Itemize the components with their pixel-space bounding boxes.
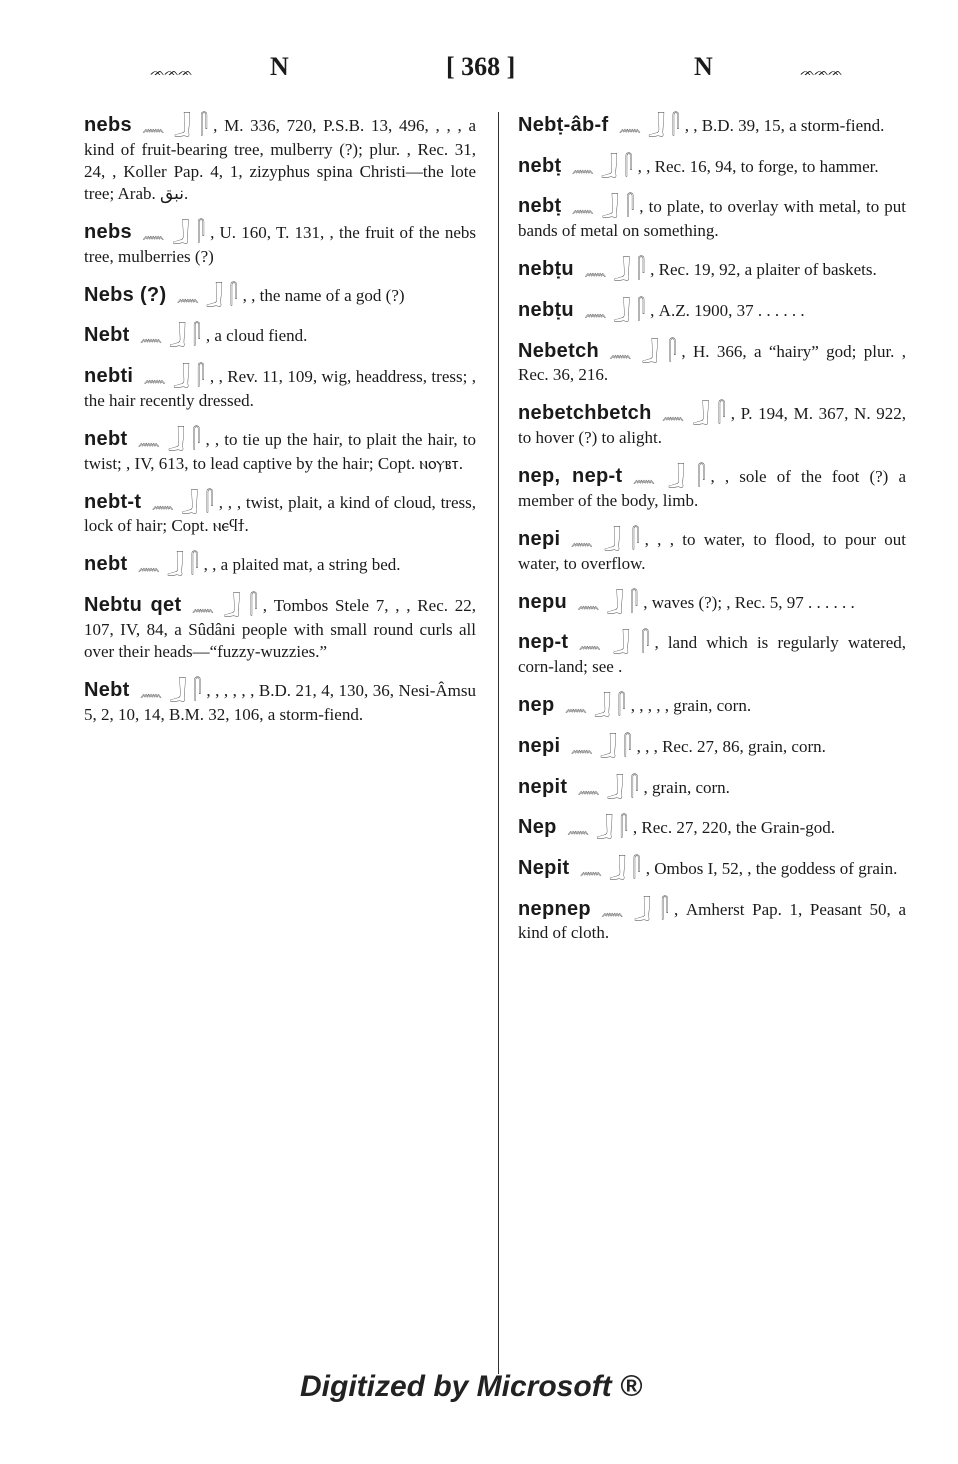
entry-definition: , , B.D. 39, 15, a storm-fiend. — [684, 116, 885, 135]
entry-headword: Nep — [518, 816, 557, 839]
entry-headword: Nepit — [518, 856, 570, 879]
water-sign-right: ᨏᨏᨏ — [800, 64, 842, 78]
hieroglyph-group: 𓈖 𓃀 𓋴 — [583, 299, 647, 321]
dictionary-entry — [518, 589, 906, 616]
entry-definition: , U. 160, T. 131, , the fruit of the nebs tree, mulberries (?) — [84, 222, 476, 266]
entry-headword: nebt — [84, 427, 128, 450]
entry-headword: Nebṭ-âb-f — [518, 114, 609, 136]
entry-headword: Nebs (?) — [84, 283, 167, 306]
entry-definition: , land which is regularly watered, corn-land; see . — [518, 633, 907, 677]
hieroglyph-group: 𓈖 𓃀 𓋴 — [632, 466, 707, 488]
entry-headword: nebs — [84, 114, 132, 136]
hieroglyph-group: 𓈖 𓃀 𓋴 — [576, 591, 640, 613]
entry-headword: nep — [518, 694, 555, 717]
entry-headword: nebt — [84, 553, 128, 576]
entry-definition: , to plate, to overlay with metal, to put bands of metal on something. — [518, 197, 906, 241]
hieroglyph-group: 𓈖 𓃀 𓋴 — [577, 776, 640, 798]
header-letter-left: N — [270, 52, 289, 81]
entry-headword: nebt-t — [84, 490, 142, 513]
dictionary-entry — [518, 896, 906, 945]
entry-headword: nebs — [84, 220, 132, 243]
column-divider — [498, 112, 499, 1374]
entry-headword: nebti — [84, 365, 134, 388]
entry-headword: Nebtu qet — [84, 594, 182, 617]
dictionary-entry — [518, 153, 906, 180]
entry-definition: , , a plaited mat, a string bed. — [203, 555, 401, 575]
dictionary-entry — [518, 692, 906, 719]
entry-headword: nebṭ — [518, 195, 562, 218]
entry-headword: Nebt — [84, 679, 130, 702]
dictionary-entry — [84, 426, 476, 475]
entry-headword: nebṭu — [518, 258, 574, 281]
hieroglyph-group: 𓈖 𓃀 𓋴 — [176, 284, 239, 306]
entry-definition: , P. 194, M. 367, N. 922, to hover (?) to alight. — [518, 404, 906, 447]
digitization-watermark: Digitized by Microsoft ® — [300, 1370, 643, 1403]
water-sign-left: ᨏᨏᨏ — [150, 64, 192, 78]
dictionary-entry — [84, 322, 476, 349]
hieroglyph-group: 𓈖 𓃀 𓋴 — [564, 695, 627, 717]
hieroglyph-group: 𓈖 𓃀 𓋴 — [571, 196, 636, 218]
page-header — [0, 50, 958, 90]
hieroglyph-group: 𓈖 𓃀 𓋴 — [566, 817, 629, 839]
entry-definition: , a cloud fiend. — [205, 326, 308, 346]
entry-definition: , Rec. 27, 220, the Grain-god. — [632, 818, 835, 838]
hieroglyph-group: 𓈖 𓃀 𓋴 — [578, 632, 651, 654]
entry-definition: , H. 366, a “hairy” god; plur. , Rec. 36, 216. — [518, 341, 907, 385]
entry-definition: , Tombos Stele 7, , , Rec. 22, 107, IV, 84, a Sûdâni people with small round curls all over their heads—“fuzzy-wuzzies.” — [84, 596, 476, 661]
entry-headword: nebṭ — [518, 154, 562, 177]
header-letter-right: N — [694, 52, 713, 81]
hieroglyph-group: 𓈖 𓃀 𓋴 — [618, 115, 681, 136]
hieroglyph-group: 𓈖 𓃀 𓋴 — [143, 366, 206, 388]
entry-definition: , , Rev. 11, 109, wig, headdress, tress; , the hair recently dressed. — [84, 367, 477, 410]
dictionary-entry — [518, 193, 906, 242]
dictionary-entry — [518, 112, 906, 139]
entry-definition: , , , Rec. 27, 86, grain, corn. — [636, 736, 826, 756]
dictionary-entry — [84, 551, 476, 578]
hieroglyph-group: 𓈖 𓃀 𓋴 — [137, 428, 202, 450]
hieroglyph-group: 𓈖 𓃀 𓋴 — [151, 491, 215, 513]
right-column — [518, 112, 906, 958]
entry-headword: nepi — [518, 734, 561, 757]
entry-definition: , M. 336, 720, P.S.B. 13, 496, , , , a kind of fruit-bearing tree, mulberry (?); plur. , Rec. 31, 24, , Koller Pap. 4, 1, zizyphus spina Christi—the lote tree; Arab. نبق. — [84, 116, 476, 203]
entry-definition: , , Rec. 16, 94, to forge, to hammer. — [637, 156, 879, 176]
entry-headword: nep, nep-t — [518, 465, 623, 488]
entry-definition: , , , , , , B.D. 21, 4, 130, 36, Nesi-Âmsu 5, 2, 10, 14, B.M. 32, 106, a storm-fiend. — [84, 681, 476, 724]
left-column — [84, 112, 476, 740]
dictionary-entry — [84, 489, 476, 538]
entry-definition: , , , to water, to flood, to pour out water, to overflow. — [518, 529, 906, 573]
entry-definition: , , , , , grain, corn. — [630, 696, 752, 716]
hieroglyph-group: 𓈖 𓃀 𓋴 — [570, 735, 633, 757]
hieroglyph-group: 𓈖 𓃀 𓋴 — [571, 155, 634, 177]
entry-definition: , , to tie up the hair, to plait the hair, to twist; , IV, 613, to lead captive by the hair; Copt. ⲛⲟⲩⲃⲧ. — [84, 429, 476, 473]
hieroglyph-group: 𓈖 𓃀 𓋴 — [600, 898, 670, 920]
entry-definition: , Ombos I, 52, , the goddess of grain. — [645, 858, 898, 878]
entry-definition: , A.Z. 1900, 37 . . . . . . — [650, 300, 805, 320]
entry-headword: nepit — [518, 775, 568, 798]
dictionary-entry — [84, 677, 476, 726]
hieroglyph-group: 𓈖 𓃀 𓋴 — [583, 259, 647, 281]
hieroglyph-group: 𓈖 𓃀 𓋴 — [570, 528, 641, 550]
dictionary-entry — [84, 219, 476, 268]
dictionary-entry — [518, 855, 906, 882]
entry-headword: nepnep — [518, 897, 591, 920]
dictionary-entry — [518, 400, 906, 449]
entry-definition: , waves (?); , Rec. 5, 97 . . . . . . — [643, 592, 855, 612]
page-number: [ 368 ] — [446, 52, 516, 81]
dictionary-entry — [518, 338, 906, 387]
hieroglyph-group: 𓈖 𓃀 𓋴 — [141, 221, 207, 243]
dictionary-entry — [518, 774, 906, 801]
hieroglyph-group: 𓈖 𓃀 𓋴 — [139, 325, 202, 347]
dictionary-entry — [84, 363, 476, 412]
dictionary-entry — [84, 112, 476, 205]
entry-definition: , grain, corn. — [643, 777, 730, 797]
dictionary-entry — [518, 297, 906, 324]
entry-headword: nepi — [518, 527, 561, 550]
dictionary-entry — [518, 256, 906, 283]
entry-headword: nebetchbetch — [518, 402, 652, 425]
hieroglyph-group: 𓈖 𓃀 𓋴 — [139, 680, 203, 702]
entry-headword: Nebt — [84, 324, 130, 347]
entry-headword: nebṭu — [518, 298, 574, 321]
hieroglyph-group: 𓈖 𓃀 𓋴 — [579, 857, 642, 879]
dictionary-entry — [84, 592, 476, 663]
dictionary-entry — [518, 463, 906, 512]
hieroglyph-group: 𓈖 𓃀 𓋴 — [141, 115, 210, 136]
entry-definition: , , sole of the foot (?) a member of the body, limb. — [518, 467, 906, 510]
dictionary-entry — [84, 282, 476, 309]
hieroglyph-group: 𓈖 𓃀 𓋴 — [609, 340, 678, 362]
hieroglyph-group: 𓈖 𓃀 𓋴 — [191, 595, 259, 617]
entry-headword: Nebetch — [518, 339, 600, 362]
entry-headword: nepu — [518, 590, 567, 613]
hieroglyph-group: 𓈖 𓃀 𓋴 — [661, 403, 727, 425]
dictionary-entry — [518, 814, 906, 841]
dictionary-entry — [518, 526, 906, 575]
entry-headword: nep-t — [518, 631, 569, 654]
dictionary-entry — [518, 733, 906, 760]
entry-definition: , Rec. 19, 92, a plaiter of baskets. — [650, 260, 877, 280]
entry-definition: , , the name of a god (?) — [242, 285, 405, 305]
dictionary-entry — [518, 629, 906, 678]
hieroglyph-group: 𓈖 𓃀 𓋴 — [137, 554, 200, 576]
entry-definition: , Amherst Pap. 1, Peasant 50, a kind of cloth. — [518, 899, 906, 943]
entry-definition: , , , twist, plait, a kind of cloud, tress, lock of hair; Copt. ⲛⲉϥϯ. — [84, 492, 476, 536]
